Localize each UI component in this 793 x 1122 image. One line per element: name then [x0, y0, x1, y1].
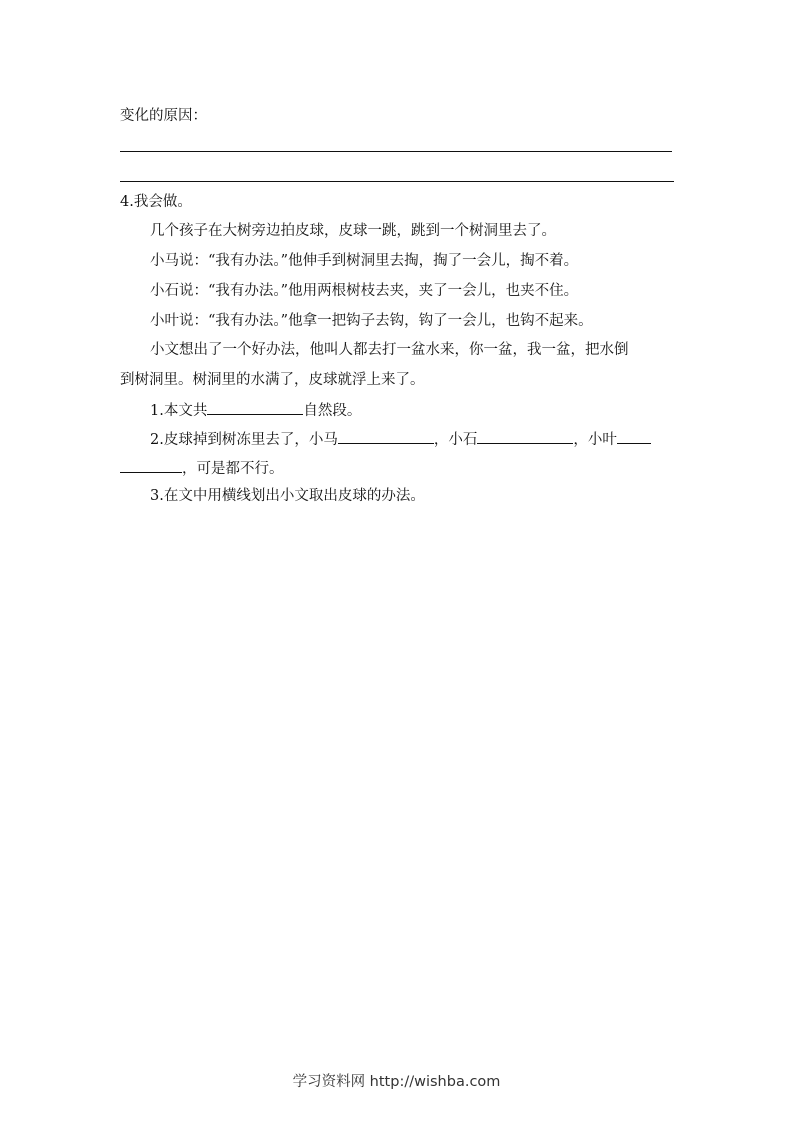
question-3: 3.在文中用横线划出小文取出皮球的办法。 — [150, 488, 425, 504]
question-2-blank-xiaoshi[interactable] — [477, 428, 573, 444]
question-2-mid-1: ，小石 — [433, 432, 478, 448]
question-2-prefix: 2.皮球掉到树冻里去了，小马 — [150, 432, 338, 448]
answer-line-1[interactable] — [120, 151, 672, 152]
question-2-mid-2: ，小叶 — [573, 432, 617, 448]
section-title: 4.我会做。 — [120, 194, 192, 210]
question-1-suffix: 自然段。 — [303, 403, 362, 419]
question-1 — [150, 399, 361, 421]
question-2-blank-xiaoma[interactable] — [338, 428, 434, 444]
story-paragraph-5-line-1: 小文想出了一个好办法，他叫人都去打一盆水来，你一盆，我一盆，把水倒 — [150, 342, 629, 358]
question-2-blank-xiaoye-start[interactable] — [617, 428, 651, 444]
question-2-blank-xiaoye-end[interactable] — [120, 457, 182, 473]
footer-watermark: 学习资料网 http://wishba.com — [292, 1074, 501, 1090]
story-paragraph-1: 几个孩子在大树旁边拍皮球，皮球一跳，跳到一个树洞里去了。 — [150, 223, 556, 239]
story-paragraph-2: 小马说：“我有办法。”他伸手到树洞里去掏，掏了一会儿，掏不着。 — [150, 253, 579, 269]
question-1-prefix: 1.本文共 — [150, 403, 208, 419]
story-paragraph-3: 小石说：“我有办法。”他用两根树枝去夹，夹了一会儿，也夹不住。 — [150, 283, 579, 299]
question-2 — [150, 428, 651, 450]
question-1-blank[interactable] — [207, 399, 303, 415]
story-paragraph-5-line-2: 到树洞里。树洞里的水满了，皮球就浮上来了。 — [120, 372, 425, 388]
reason-label: 变化的原因： — [120, 108, 207, 124]
story-paragraph-4: 小叶说：“我有办法。”他拿一把钩子去钩，钩了一会儿，也钩不起来。 — [150, 313, 593, 329]
question-2-suffix: ，可是都不行。 — [182, 461, 284, 477]
answer-line-2[interactable] — [120, 181, 674, 182]
question-2-continued — [120, 457, 284, 479]
